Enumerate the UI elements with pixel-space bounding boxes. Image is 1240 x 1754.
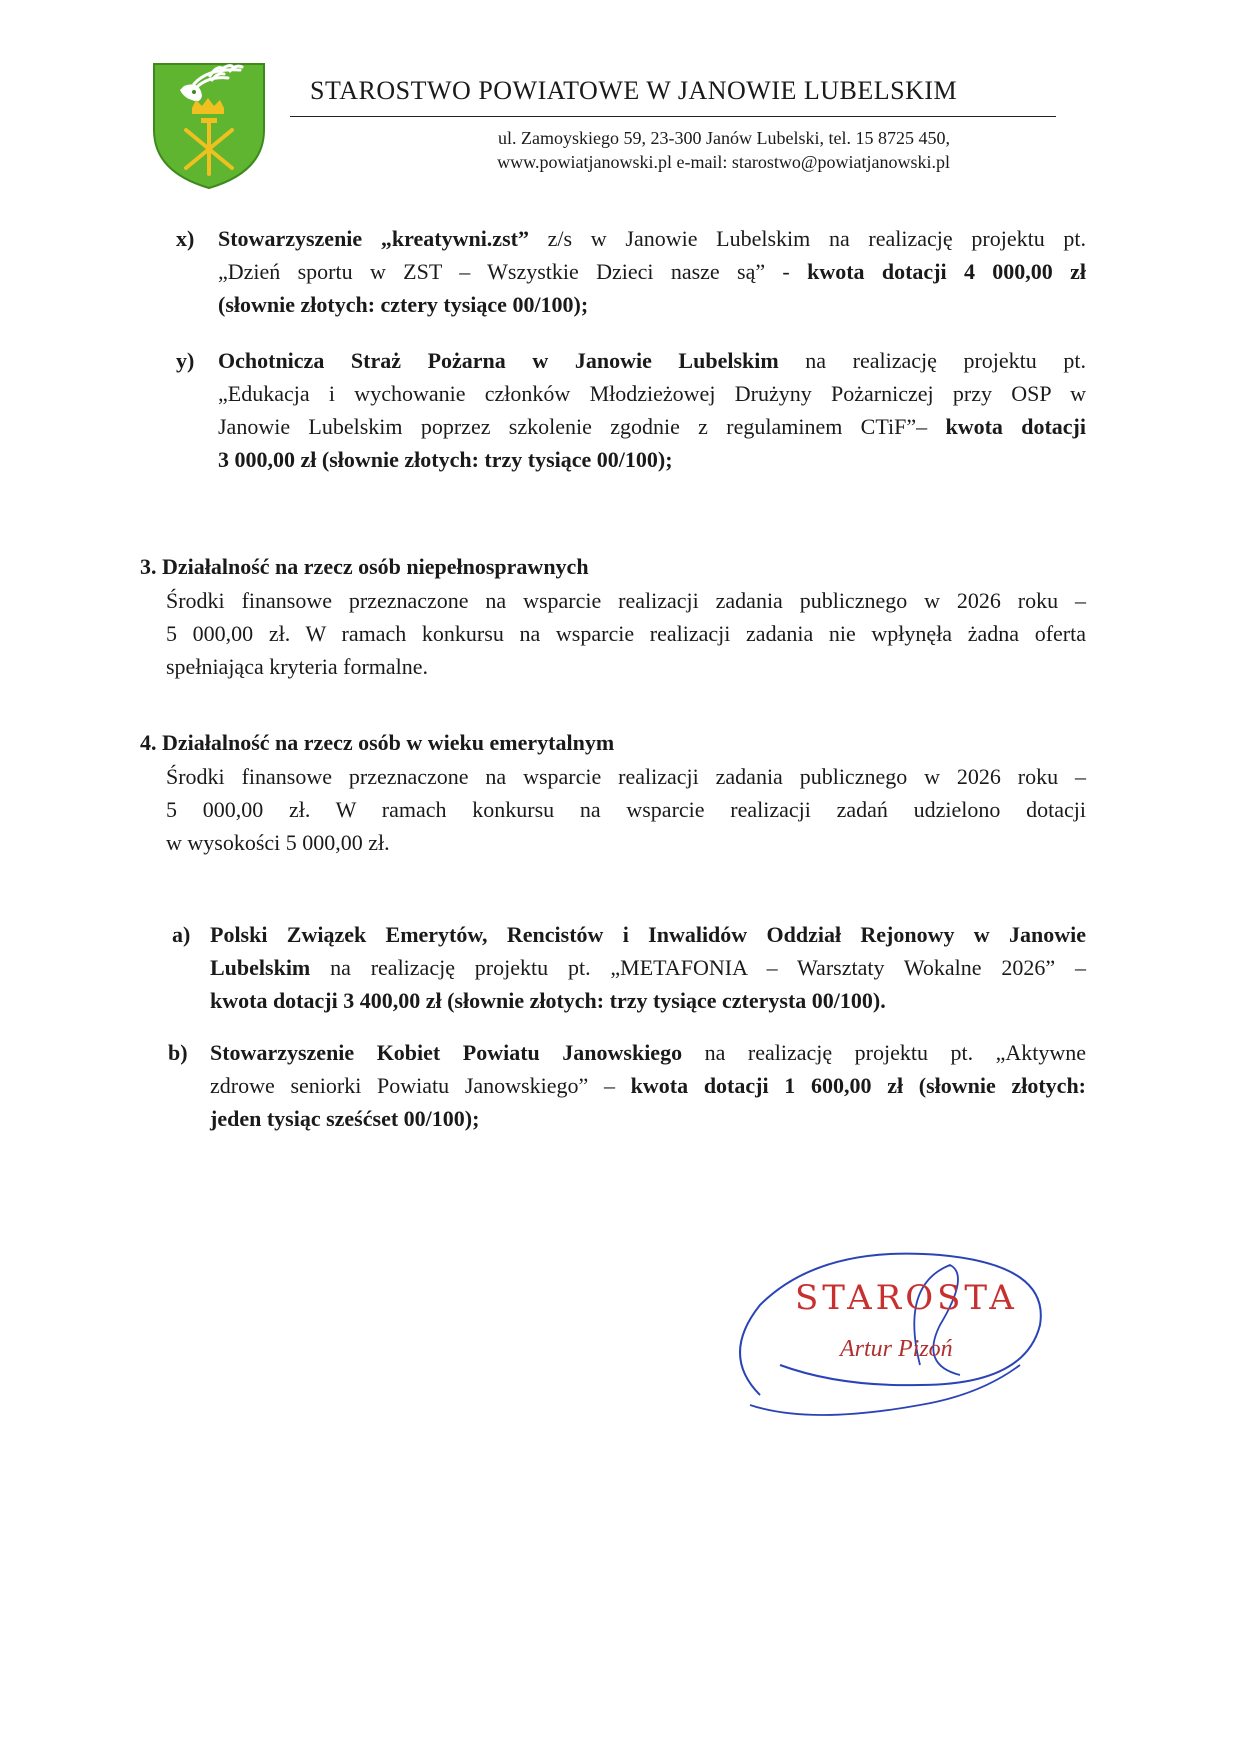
- section-4-body: [166, 760, 1086, 859]
- contact-line: www.powiatjanowski.pl e-mail: starostwo@powiatjanowski.pl: [497, 152, 950, 172]
- item-a-line-1: Polski Związek Emerytów, Rencistów i Inwalidów Oddział Rejonowy w Janowie: [210, 922, 1086, 947]
- section-3-line-1: Środki finansowe przeznaczone na wsparcie realizacji zadania publicznego w 2026 roku –: [166, 588, 1086, 613]
- address-line: ul. Zamoyskiego 59, 23-300 Janów Lubelski, tel. 15 8725 450,: [498, 128, 950, 148]
- stamp-title: STAROSTA: [795, 1278, 1018, 1318]
- item-y-line-3: Janowie Lubelskim poprzez szkolenie zgodnie z regulaminem CTiF”– kwota dotacji: [218, 414, 1086, 439]
- header-divider: [290, 116, 1056, 117]
- item-x: [218, 222, 1086, 321]
- item-x-line-2: „Dzień sportu w ZST – Wszystkie Dzieci nasze są” - kwota dotacji 4 000,00 zł: [218, 259, 1086, 284]
- section-4-heading: 4. Działalność na rzecz osób w wieku emerytalnym: [140, 730, 615, 755]
- section-4-line-3: w wysokości 5 000,00 zł.: [166, 830, 390, 855]
- item-b-line-3: jeden tysiąc sześćset 00/100);: [210, 1106, 480, 1131]
- item-y-label: y): [176, 348, 195, 373]
- coat-of-arms-logo: [150, 60, 268, 190]
- item-a-line-2: Lubelskim na realizację projektu pt. „METAFONIA – Warsztaty Wokalne 2026” –: [210, 955, 1086, 980]
- section-3-body: [166, 584, 1086, 683]
- stamp-name: Artur Pizoń: [840, 1336, 953, 1362]
- org-title: STAROSTWO POWIATOWE W JANOWIE LUBELSKIM: [310, 76, 958, 105]
- item-x-label: x): [176, 226, 195, 251]
- item-a-label: a): [172, 922, 191, 947]
- item-b: [210, 1036, 1086, 1135]
- section-4-line-2: 5 000,00 zł. W ramach konkursu na wsparcie realizacji zadań udzielono dotacji: [166, 797, 1086, 822]
- signature-scribble: [720, 1245, 1070, 1425]
- section-3-line-2: 5 000,00 zł. W ramach konkursu na wsparcie realizacji zadania nie wpłynęła żadna oferta: [166, 621, 1086, 646]
- item-y: [218, 344, 1086, 476]
- section-3-line-3: spełniająca kryteria formalne.: [166, 654, 429, 679]
- item-a-line-3: kwota dotacji 3 400,00 zł (słownie złotych: trzy tysiące czterysta 00/100).: [210, 988, 886, 1013]
- item-y-line-4: 3 000,00 zł (słownie złotych: trzy tysiące 00/100);: [218, 447, 673, 472]
- item-a: [210, 918, 1086, 1017]
- item-b-line-1: Stowarzyszenie Kobiet Powiatu Janowskiego na realizację projektu pt. „Aktywne: [210, 1040, 1086, 1065]
- item-b-line-2: zdrowe seniorki Powiatu Janowskiego” – kwota dotacji 1 600,00 zł (słownie złotych:: [210, 1073, 1087, 1098]
- item-x-line-3: (słownie złotych: cztery tysiące 00/100);: [218, 292, 589, 317]
- section-4-line-1: Środki finansowe przeznaczone na wsparcie realizacji zadania publicznego w 2026 roku –: [166, 764, 1086, 789]
- section-3-heading: 3. Działalność na rzecz osób niepełnosprawnych: [140, 554, 589, 579]
- item-y-line-1: Ochotnicza Straż Pożarna w Janowie Lubelskim na realizację projektu pt.: [218, 348, 1086, 373]
- item-y-line-2: „Edukacja i wychowanie członków Młodzieżowej Drużyny Pożarniczej przy OSP w: [218, 381, 1086, 406]
- item-x-line-1: Stowarzyszenie „kreatywni.zst” z/s w Janowie Lubelskim na realizację projektu pt.: [218, 226, 1087, 251]
- item-b-label: b): [168, 1040, 188, 1065]
